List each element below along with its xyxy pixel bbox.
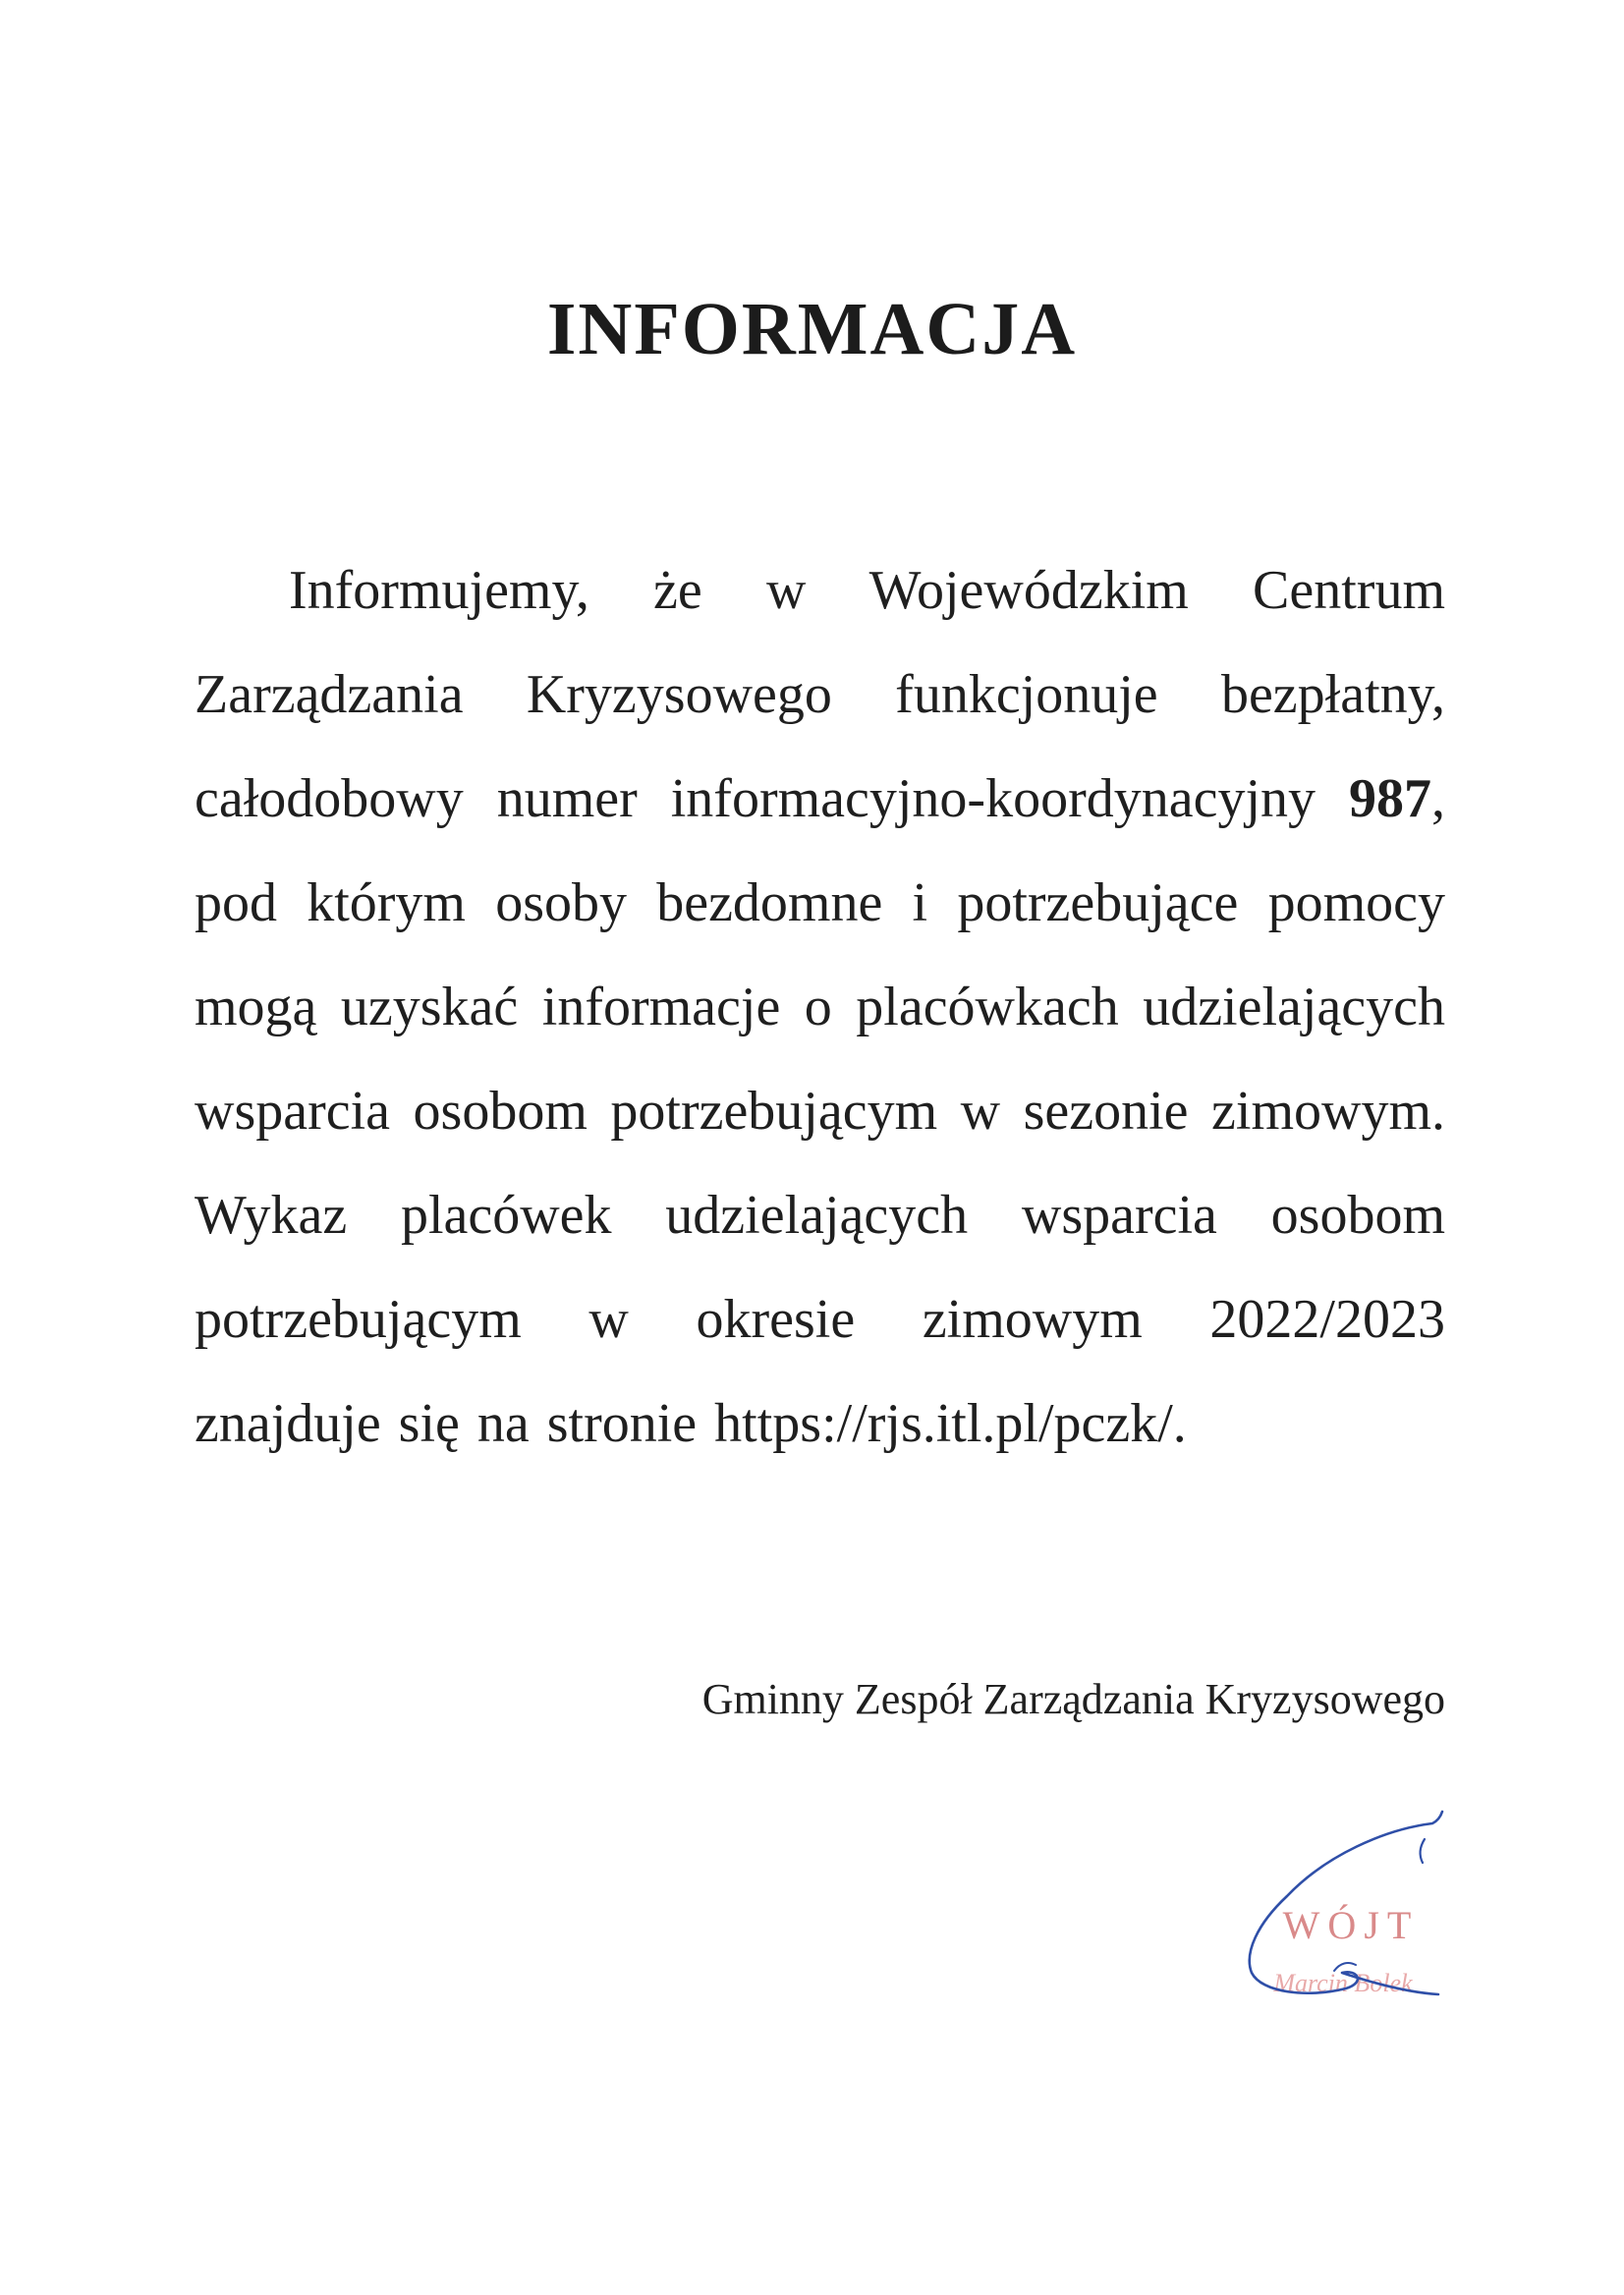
signature-stamp-block [1218, 1806, 1454, 2042]
handwritten-signature-icon [1218, 1806, 1454, 2042]
stamp-title: WÓJT [1282, 1903, 1420, 1947]
hotline-number: 987 [1349, 768, 1431, 829]
body-paragraph [195, 538, 1445, 1476]
stamp-name: Marcin Bolek [1273, 1969, 1413, 1997]
organization-name: Gminny Zespół Zarządzania Kryzysowego [701, 1675, 1445, 1723]
body-text-part-2: , pod którym osoby bezdomne i potrzebujące pomocy mogą uzyskać informacje o placówkach udzielających wsparcia osobom potrzebującym w sezonie zimowym. Wykaz placówek udzielających wsparcia osobom potrzebującym w okresie zimowym 2022/2023 znajduje się na stronie https://rjs.itl.pl/pczk/. [195, 768, 1445, 1454]
document-title: INFORMACJA [546, 288, 1078, 370]
body-text-part-1: Informujemy, że w Wojewódzkim Centrum Zarządzania Kryzysowego funkcjonuje bezpłatny, całodobowy numer informacyjno-koordynacyjny [195, 560, 1445, 829]
